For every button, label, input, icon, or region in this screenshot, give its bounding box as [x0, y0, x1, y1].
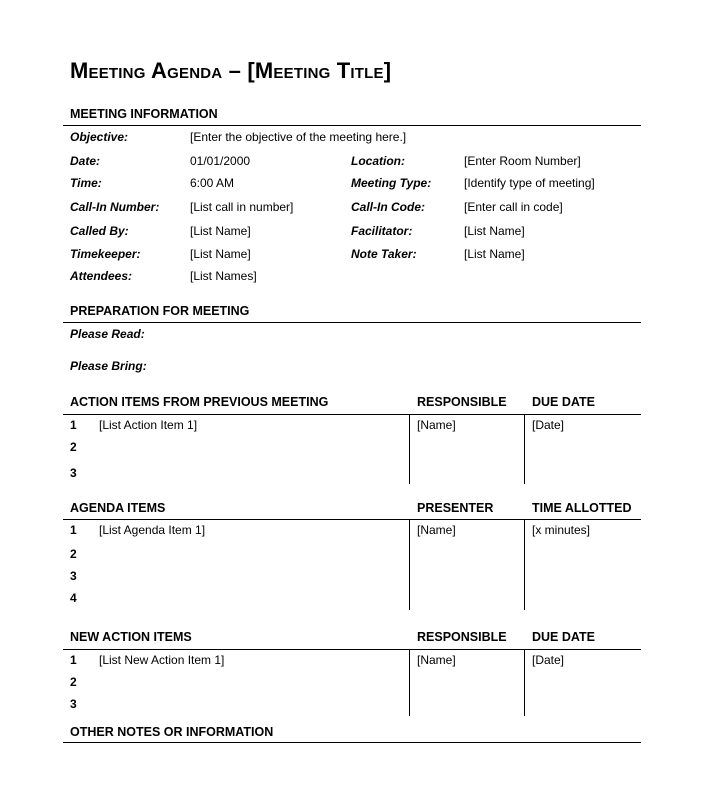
- divider: [63, 414, 641, 415]
- field-label-call-in-code: Call-In Code:: [351, 200, 425, 214]
- field-label-please-read: Please Read:: [70, 327, 145, 341]
- divider: [63, 649, 641, 650]
- field-label-facilitator: Facilitator:: [351, 224, 413, 238]
- row-number: 1: [70, 418, 77, 432]
- column-divider: [524, 414, 525, 484]
- column-header-presenter: PRESENTER: [417, 501, 494, 515]
- field-label-time: Time:: [70, 176, 102, 190]
- divider: [63, 742, 641, 743]
- field-value-location[interactable]: [Enter Room Number]: [464, 154, 581, 168]
- divider: [63, 322, 641, 323]
- due-date-value[interactable]: [Date]: [532, 418, 565, 432]
- field-value-facilitator[interactable]: [List Name]: [464, 224, 525, 238]
- section-header-new-action-items: NEW ACTION ITEMS: [70, 630, 192, 644]
- field-value-meeting-type[interactable]: [Identify type of meeting]: [464, 176, 595, 190]
- time-allotted-value[interactable]: [x minutes]: [532, 523, 591, 537]
- field-label-meeting-type: Meeting Type:: [351, 176, 432, 190]
- column-divider: [409, 519, 410, 610]
- field-label-note-taker: Note Taker:: [351, 247, 417, 261]
- field-value-time[interactable]: 6:00 AM: [190, 176, 235, 190]
- field-label-date: Date:: [70, 154, 101, 168]
- due-date-value[interactable]: [Date]: [532, 653, 565, 667]
- column-divider: [524, 519, 525, 610]
- row-number: 2: [70, 440, 77, 454]
- column-divider: [409, 414, 410, 484]
- field-label-location: Location:: [351, 154, 405, 168]
- field-value-called-by[interactable]: [List Name]: [190, 224, 251, 238]
- row-number: 2: [70, 547, 77, 561]
- agenda-item-text[interactable]: [List Agenda Item 1]: [99, 523, 206, 537]
- section-header-preparation: PREPARATION FOR MEETING: [70, 304, 250, 318]
- field-label-timekeeper: Timekeeper:: [70, 247, 141, 261]
- row-number: 2: [70, 675, 77, 689]
- column-divider: [524, 649, 525, 716]
- row-number: 1: [70, 523, 77, 537]
- field-value-date[interactable]: 01/01/2000: [190, 154, 251, 168]
- section-header-previous-action-items: ACTION ITEMS FROM PREVIOUS MEETING: [70, 395, 329, 409]
- field-label-objective: Objective:: [70, 130, 129, 144]
- field-label-call-in-number: Call-In Number:: [70, 200, 160, 214]
- responsible-name[interactable]: [Name]: [417, 418, 456, 432]
- section-header-other-notes: OTHER NOTES OR INFORMATION: [70, 725, 274, 739]
- presenter-name[interactable]: [Name]: [417, 523, 456, 537]
- field-value-note-taker[interactable]: [List Name]: [464, 247, 525, 261]
- column-header-responsible: RESPONSIBLE: [417, 630, 507, 644]
- row-number: 3: [70, 466, 77, 480]
- column-header-responsible: RESPONSIBLE: [417, 395, 507, 409]
- new-action-item-text[interactable]: [List New Action Item 1]: [99, 653, 225, 667]
- field-value-objective[interactable]: [Enter the objective of the meeting here.]: [190, 130, 407, 144]
- divider: [63, 519, 641, 520]
- field-value-call-in-code[interactable]: [Enter call in code]: [464, 200, 563, 214]
- page-title: Meeting Agenda – [Meeting Title]: [70, 58, 392, 83]
- section-header-agenda-items: AGENDA ITEMS: [70, 501, 166, 515]
- row-number: 3: [70, 569, 77, 583]
- action-item-text[interactable]: [List Action Item 1]: [99, 418, 198, 432]
- column-header-due-date: DUE DATE: [532, 395, 595, 409]
- row-number: 3: [70, 697, 77, 711]
- divider: [63, 125, 641, 126]
- column-header-due-date: DUE DATE: [532, 630, 595, 644]
- field-label-attendees: Attendees:: [70, 269, 133, 283]
- field-value-timekeeper[interactable]: [List Name]: [190, 247, 251, 261]
- field-value-call-in-number[interactable]: [List call in number]: [190, 200, 294, 214]
- field-label-called-by: Called By:: [70, 224, 129, 238]
- column-header-time-allotted: TIME ALLOTTED: [532, 501, 632, 515]
- row-number: 1: [70, 653, 77, 667]
- field-label-please-bring: Please Bring:: [70, 359, 147, 373]
- column-divider: [409, 649, 410, 716]
- responsible-name[interactable]: [Name]: [417, 653, 456, 667]
- row-number: 4: [70, 591, 77, 605]
- section-header-meeting-information: MEETING INFORMATION: [70, 107, 218, 121]
- field-value-attendees[interactable]: [List Names]: [190, 269, 257, 283]
